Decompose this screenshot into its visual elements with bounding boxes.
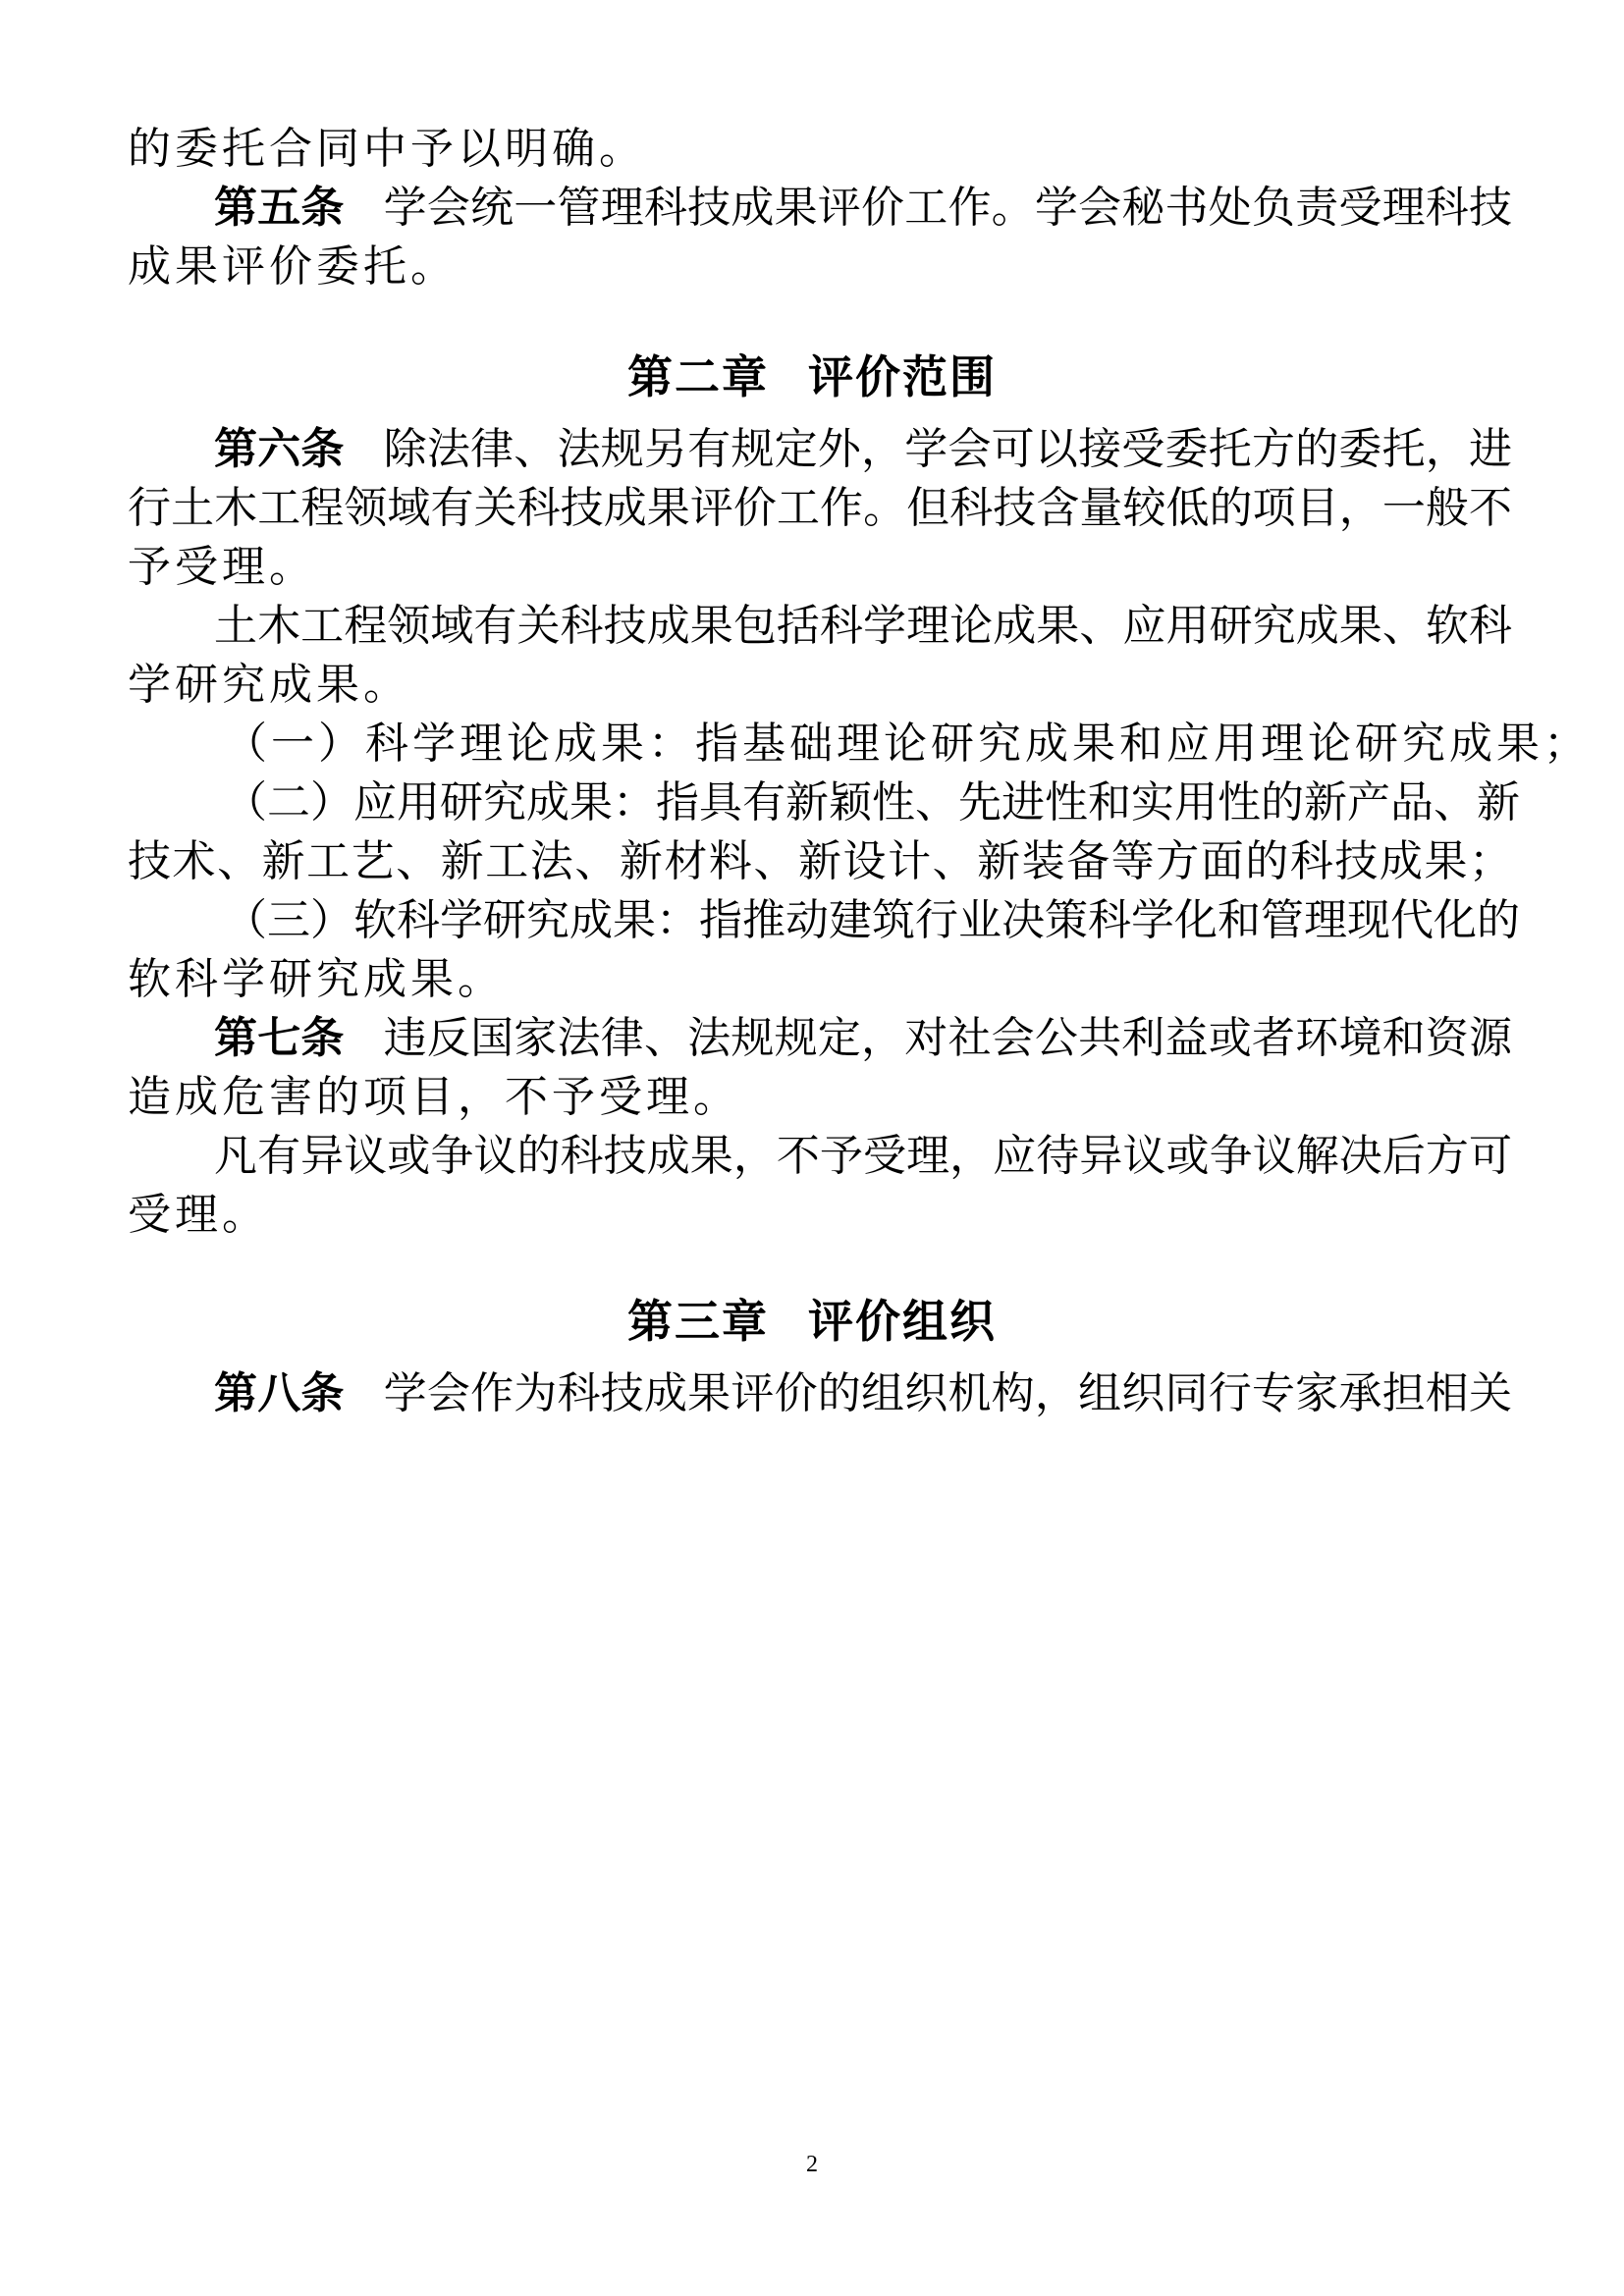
- article-6-paragraph-2-line-2: [128, 656, 1512, 715]
- article-5-label: 第五条: [214, 183, 345, 233]
- article-7-label: 第七条: [214, 1013, 345, 1063]
- list-item-2-text-1: （二）应用研究成果：指具有新颖性、先进性和实用性的新产品、新: [224, 777, 1520, 828]
- list-item-3-line-1: [224, 891, 1520, 950]
- article-8-line-1: [214, 1364, 1512, 1423]
- list-item-1: [224, 715, 1591, 774]
- article-5-text: 学会统一管理科技成果评价工作。学会秘书处负责受理科技: [383, 183, 1513, 233]
- article-7-paragraph-2-text-1: 凡有异议或争议的科技成果，不予受理，应待异议或争议解决后方可: [214, 1131, 1512, 1181]
- article-6-line-2: [128, 479, 1512, 538]
- article-5-text-cont: 成果评价委托。: [128, 241, 458, 292]
- paragraph-text: 的委托合同中予以明确。: [128, 124, 646, 174]
- list-item-2-line-1: [224, 774, 1520, 832]
- article-6-line-1: [214, 420, 1512, 479]
- chapter-2-title: 评价范围: [808, 350, 997, 403]
- chapter-3-title: 评价组织: [808, 1295, 997, 1348]
- page-number: 2: [806, 2152, 818, 2177]
- article-6-text-2: 行土木工程领域有关科技成果评价工作。但科技含量较低的项目，一般不: [128, 483, 1512, 533]
- article-6-text-1: 除法律、法规另有规定外，学会可以接受委托方的委托，进: [383, 424, 1513, 474]
- article-5-line-1: [214, 179, 1512, 238]
- list-item-2-text-2: 技术、新工艺、新工法、新材料、新设计、新装备等方面的科技成果；: [128, 836, 1512, 886]
- article-6-paragraph-2-text-2: 学研究成果。: [128, 660, 410, 710]
- article-8-label: 第八条: [214, 1368, 345, 1418]
- article-5-line-2: [128, 238, 1512, 296]
- article-6-line-3: [128, 538, 1512, 597]
- paragraph-continuation: [128, 120, 1512, 179]
- article-7-text-1: 违反国家法律、法规规定，对社会公共利益或者环境和资源: [383, 1013, 1513, 1063]
- list-item-3-line-2: [128, 950, 1512, 1009]
- article-8-text-1: 学会作为科技成果评价的组织机构，组织同行专家承担相关: [383, 1368, 1513, 1418]
- article-7-paragraph-2-text-2: 受理。: [128, 1190, 269, 1240]
- article-6-paragraph-2-line-1: [214, 597, 1512, 656]
- list-item-2-line-2: [128, 832, 1512, 891]
- chapter-2-number: 第二章: [627, 350, 769, 403]
- article-6-label: 第六条: [214, 424, 345, 474]
- article-7-text-2: 造成危害的项目，不予受理。: [128, 1072, 740, 1122]
- article-6-paragraph-2-text-1: 土木工程领域有关科技成果包括科学理论成果、应用研究成果、软科: [214, 601, 1512, 651]
- article-7-line-1: [214, 1009, 1512, 1068]
- article-7-line-2: [128, 1068, 1512, 1127]
- chapter-3-number: 第三章: [627, 1295, 769, 1348]
- chapter-2-heading: [0, 346, 1624, 408]
- article-7-paragraph-2-line-2: [128, 1186, 1512, 1245]
- list-item-3-text-2: 软科学研究成果。: [128, 954, 505, 1004]
- article-6-text-3: 予受理。: [128, 542, 316, 592]
- list-item-1-text: （一）科学理论成果：指基础理论研究成果和应用理论研究成果；: [224, 719, 1591, 769]
- list-item-3-text-1: （三）软科学研究成果：指推动建筑行业决策科学化和管理现代化的: [224, 895, 1520, 945]
- chapter-3-heading: [0, 1290, 1624, 1353]
- article-7-paragraph-2-line-1: [214, 1127, 1512, 1186]
